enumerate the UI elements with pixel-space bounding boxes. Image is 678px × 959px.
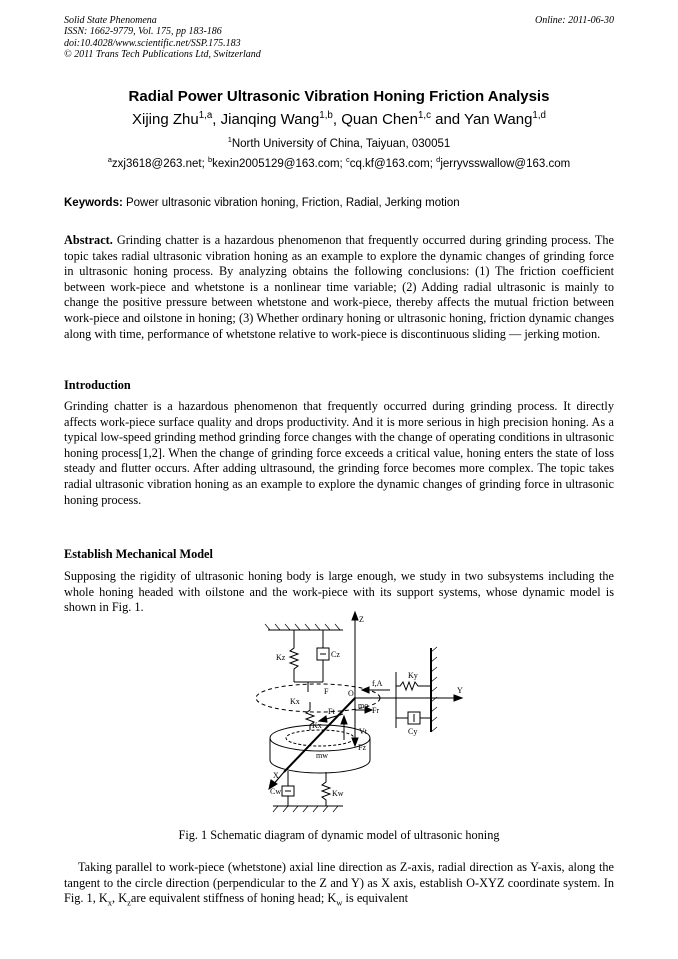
subscript: z	[127, 897, 131, 908]
author-name: Quan Chen	[341, 111, 418, 128]
coordinate-paragraph	[64, 860, 614, 907]
keywords-label: Keywords:	[64, 197, 123, 209]
journal-copyright: © 2011 Trans Tech Publications Ltd, Switzerland	[64, 48, 261, 60]
label-mw: mw	[316, 751, 328, 760]
author-name: Xijing Zhu	[132, 111, 199, 128]
coordinate-text: , K	[112, 891, 128, 906]
coordinate-text: are equivalent stiffness of honing head; K	[130, 891, 337, 906]
email-address[interactable]: kexin2005129@163.com;	[212, 158, 346, 170]
author-affil-mark: 1,d	[532, 110, 546, 121]
email-mark: b	[208, 155, 213, 165]
author-affil-mark: 1,a	[198, 110, 213, 121]
kw-spring	[322, 772, 330, 806]
label-fa: f,A	[372, 679, 383, 688]
label-kx-inner: Kx	[312, 721, 322, 730]
keywords-text: Power ultrasonic vibration honing, Friction, Radial, Jerking motion	[122, 197, 460, 209]
email-mark: a	[107, 155, 112, 165]
label-ky: Ky	[408, 671, 418, 680]
label-mo: mo	[358, 701, 369, 710]
email-list	[0, 155, 678, 170]
coordinate-text: is equivalent	[342, 891, 409, 906]
author-name: Yan Wang	[464, 111, 533, 128]
author-list	[0, 111, 678, 128]
label-vt: Vt	[359, 727, 367, 736]
affiliation-text: North University of China, Taiyuan, 030051	[231, 138, 451, 150]
label-x: X	[273, 771, 279, 780]
author-affil-mark: 1,c	[417, 110, 431, 121]
label-o: O	[348, 689, 354, 698]
label-fr: Fr	[372, 706, 380, 715]
affiliation	[0, 135, 678, 150]
journal-issn: ISSN: 1662-9779, Vol. 175, pp 183-186	[64, 26, 222, 38]
keywords	[64, 197, 460, 209]
label-kz: Kz	[276, 653, 286, 662]
journal-name: Solid State Phenomena	[64, 15, 157, 26]
section-heading-model: Establish Mechanical Model	[64, 547, 213, 561]
abstract	[64, 233, 614, 342]
email-address[interactable]: cq.kf@163.com;	[349, 158, 437, 170]
affiliation-mark: 1	[227, 135, 232, 145]
email-mark: c	[345, 155, 350, 165]
velocity-arrowhead	[341, 716, 347, 724]
label-cy: Cy	[408, 727, 418, 736]
coordinate-text: Taking parallel to work-piece (whetstone) axial line direction as Z-axis, radial direction as Y-axis, along the tangent to the circle direction (perpendicular to the Z and Y) as X axis, establish O-XYZ coordinate system. In Fig. 1, K	[64, 860, 614, 906]
bottom-ground-hatch	[273, 806, 338, 812]
ultrasonic-force-arrowhead	[362, 687, 369, 693]
top-ground-hatch	[265, 624, 340, 630]
y-axis-arrowhead	[454, 695, 462, 701]
figure-caption: Fig. 1 Schematic diagram of dynamic model of ultrasonic honing	[178, 828, 500, 842]
email-mark: d	[436, 155, 441, 165]
abstract-text: Grinding chatter is a hazardous phenomenon that frequently occurred during grinding process. The topic takes radial ultrasonic vibration honing as an example to explore the dynamic changes of grinding force in ultrasonic honing process. By analyzing obtains the following conclusions: (1) The friction coefficient between work-piece and whetstone is a nonlinear time variable; (2) Adding radial ultrasonic is mainly to change the positive pressure between whetstone and work-piece, thereby affects the mutual friction between work-piece and oilstone in honing; (3) Whether ordinary honing or ultrasonic honing, friction dynamic changes along with time, performance of whetstone relative to work-piece is discontinuous sliding — jerking motion.	[64, 233, 614, 341]
model-paragraph: Supposing the rigidity of ultrasonic honing body is large enough, we study in two subsystems including the whole honing headed with oilstone and the work-piece with its support systems, whose dynamic model is shown in Fig. 1.	[64, 569, 614, 615]
journal-doi: doi:10.4028/www.scientific.net/SSP.175.183	[64, 37, 241, 49]
author-separator: ,	[332, 111, 342, 128]
kz-spring	[290, 630, 298, 682]
label-cz: Cz	[331, 650, 340, 659]
email-address[interactable]: jerryvsswallow@163.com	[440, 158, 571, 170]
label-kx: Kx	[290, 697, 300, 706]
abstract-label: Abstract.	[64, 233, 113, 247]
label-f: F	[324, 687, 329, 696]
label-cw: Cw	[270, 787, 282, 796]
email-address[interactable]: zxj3618@263.net;	[111, 158, 208, 170]
label-z: Z	[359, 615, 364, 624]
author-name: Jianqing Wang	[220, 111, 320, 128]
ky-spring	[396, 682, 431, 690]
z-axis-arrowhead	[352, 612, 358, 620]
section-heading-introduction: Introduction	[64, 378, 131, 392]
subscript: w	[336, 897, 343, 908]
dynamic-model-figure	[248, 610, 472, 818]
paper-title: Radial Power Ultrasonic Vibration Honing Friction Analysis	[128, 88, 550, 105]
label-ft: Ft	[328, 707, 335, 716]
online-date: Online: 2011-06-30	[535, 15, 614, 26]
author-and: and	[430, 111, 465, 128]
label-fz: Fz	[358, 743, 366, 752]
label-y: Y	[457, 686, 463, 695]
label-kw: Kw	[332, 789, 344, 798]
author-affil-mark: 1,b	[319, 110, 333, 121]
subscript: x	[107, 897, 113, 908]
author-separator: ,	[212, 111, 221, 128]
introduction-paragraph: Grinding chatter is a hazardous phenomenon that frequently occurred during grinding process. It directly affects work-piece surface quality and drops productivity. And it is more serious in high precision honing. As a typical low-speed grinding method grinding force changes with the change of operating conditions in ultrasonic honing process[1,2]. When the change of grinding force exceeds a critical value, honing enters the state of loss steady and flutter occurs. After adding ultrasound, the grinding force becomes more complex. The topic takes radial ultrasonic vibration honing as an example to explore the dynamic changes of grinding force in ultrasonic honing process.	[64, 399, 614, 507]
journal-header	[64, 15, 261, 60]
